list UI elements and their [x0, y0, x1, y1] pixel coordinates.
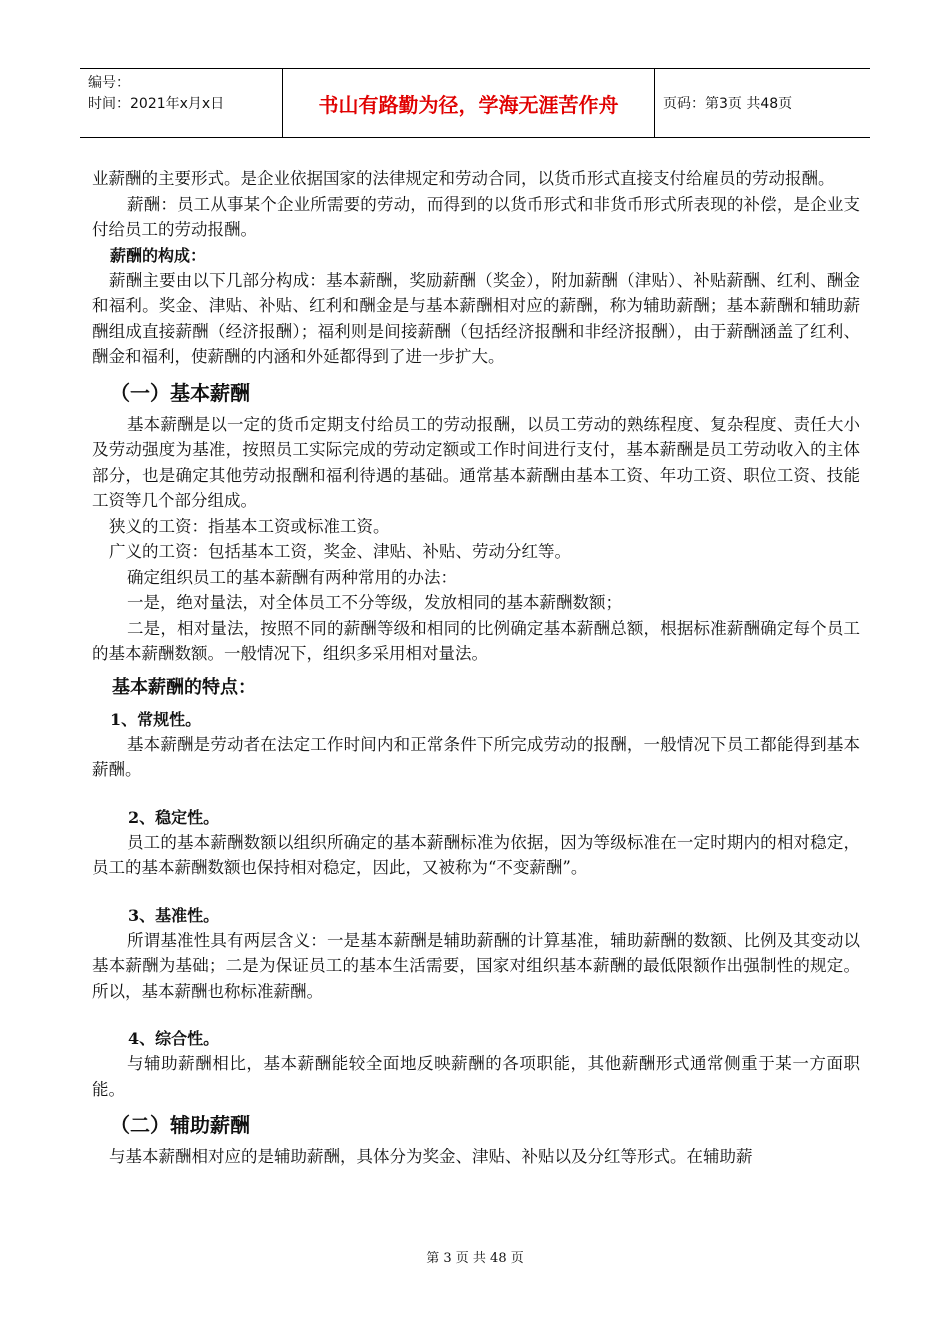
section-title: （一）基本薪酬 [110, 380, 250, 405]
paragraph: 广义的工资：包括基本工资，奖金、津贴、补贴、劳动分红等。 [109, 542, 571, 561]
paragraph: 狭义的工资：指基本工资或标准工资。 [109, 516, 390, 536]
header-date: 时间：2021年x月x日 [88, 96, 225, 112]
section-title: （二）辅助薪酬 [110, 1113, 250, 1137]
feature-title: 4、综合性。 [128, 1029, 220, 1048]
feature-title: 3、基准性。 [128, 905, 220, 925]
feature-title: 1、常规性。 [110, 709, 202, 729]
page-body [92, 166, 860, 1170]
paragraph: 基本薪酬是以一定的货币定期支付给员工的劳动报酬，以员工劳动的熟练程度、复杂程度、责任大小及劳动强度为基准，按照员工实际完成的劳动定额或工作时间进行支付，基本薪酬是员工劳动收入的主体部分，也是确定其他劳动报酬和福利待遇的基础。通常基本薪酬由基本工资、年功工资、职位工资、技能工资等几个部分组成。 [92, 414, 860, 510]
header-meta [80, 69, 283, 137]
paragraph: 一是，绝对量法，对全体员工不分等级，发放相同的基本薪酬数额； [127, 593, 622, 612]
composition-heading: 薪酬的构成： [110, 245, 207, 265]
paragraph: 确定组织员工的基本薪酬有两种常用的办法： [127, 567, 457, 587]
paragraph: 薪酬：员工从事某个企业所需要的劳动，而得到的以货币形式和非货币形式所表现的补偿，是企业支付给员工的劳动报酬。 [92, 194, 860, 239]
page-header [80, 68, 870, 138]
page-footer: 第 3 页 共 48 页 [426, 1251, 524, 1266]
header-page-number: 页码：第3页 共48页 [663, 96, 793, 112]
feature-title: 2、稳定性。 [128, 807, 220, 827]
paragraph: 业薪酬的主要形式。是企业依据国家的法律规定和劳动合同，以货币形式直接支付给雇员的劳动报酬。 [92, 169, 835, 188]
paragraph: 员工的基本薪酬数额以组织所确定的基本薪酬标准为依据，因为等级标准在一定时期内的相对稳定，员工的基本薪酬数额也保持相对稳定，因此，又被称为“不变薪酬”。 [92, 832, 860, 877]
paragraph: 与基本薪酬相对应的是辅助薪酬，具体分为奖金、津贴、补贴以及分红等形式。在辅助薪 [109, 1147, 753, 1166]
paragraph: 二是，相对量法，按照不同的薪酬等级和相同的比例确定基本薪酬总额，根据标准薪酬确定每个员工的基本薪酬数额。一般情况下，组织多采用相对量法。 [92, 618, 860, 663]
features-title: 基本薪酬的特点： [112, 676, 256, 698]
paragraph: 薪酬主要由以下几部分构成：基本薪酬，奖励薪酬（奖金），附加薪酬（津贴）、补贴薪酬、红利、酬金和福利。奖金、津贴、补贴、红利和酬金是与基本薪酬相对应的薪酬，称为辅助薪酬；基本薪酬和辅助薪酬组成直接薪酬（经济报酬）；福利则是间接薪酬（包括经济报酬和非经济报酬），由于薪酬涵盖了红利、酬金和福利，使薪酬的内涵和外延都得到了进一步扩大。 [92, 270, 860, 366]
header-number: 编号： [88, 75, 130, 91]
header-motto: 书山有路勤为径，学海无涯苦作舟 [283, 69, 655, 137]
paragraph: 所谓基准性具有两层含义：一是基本薪酬是辅助薪酬的计算基准，辅助薪酬的数额、比例及其变动以基本薪酬为基础；二是为保证员工的基本生活需要，国家对组织基本薪酬的最低限额作出强制性的规定。所以，基本薪酬也称标准薪酬。 [92, 930, 860, 1001]
paragraph: 与辅助薪酬相比，基本薪酬能较全面地反映薪酬的各项职能，其他薪酬形式通常侧重于某一方面职能。 [92, 1054, 860, 1099]
paragraph: 基本薪酬是劳动者在法定工作时间内和正常条件下所完成劳动的报酬，一般情况下员工都能得到基本薪酬。 [92, 734, 860, 779]
